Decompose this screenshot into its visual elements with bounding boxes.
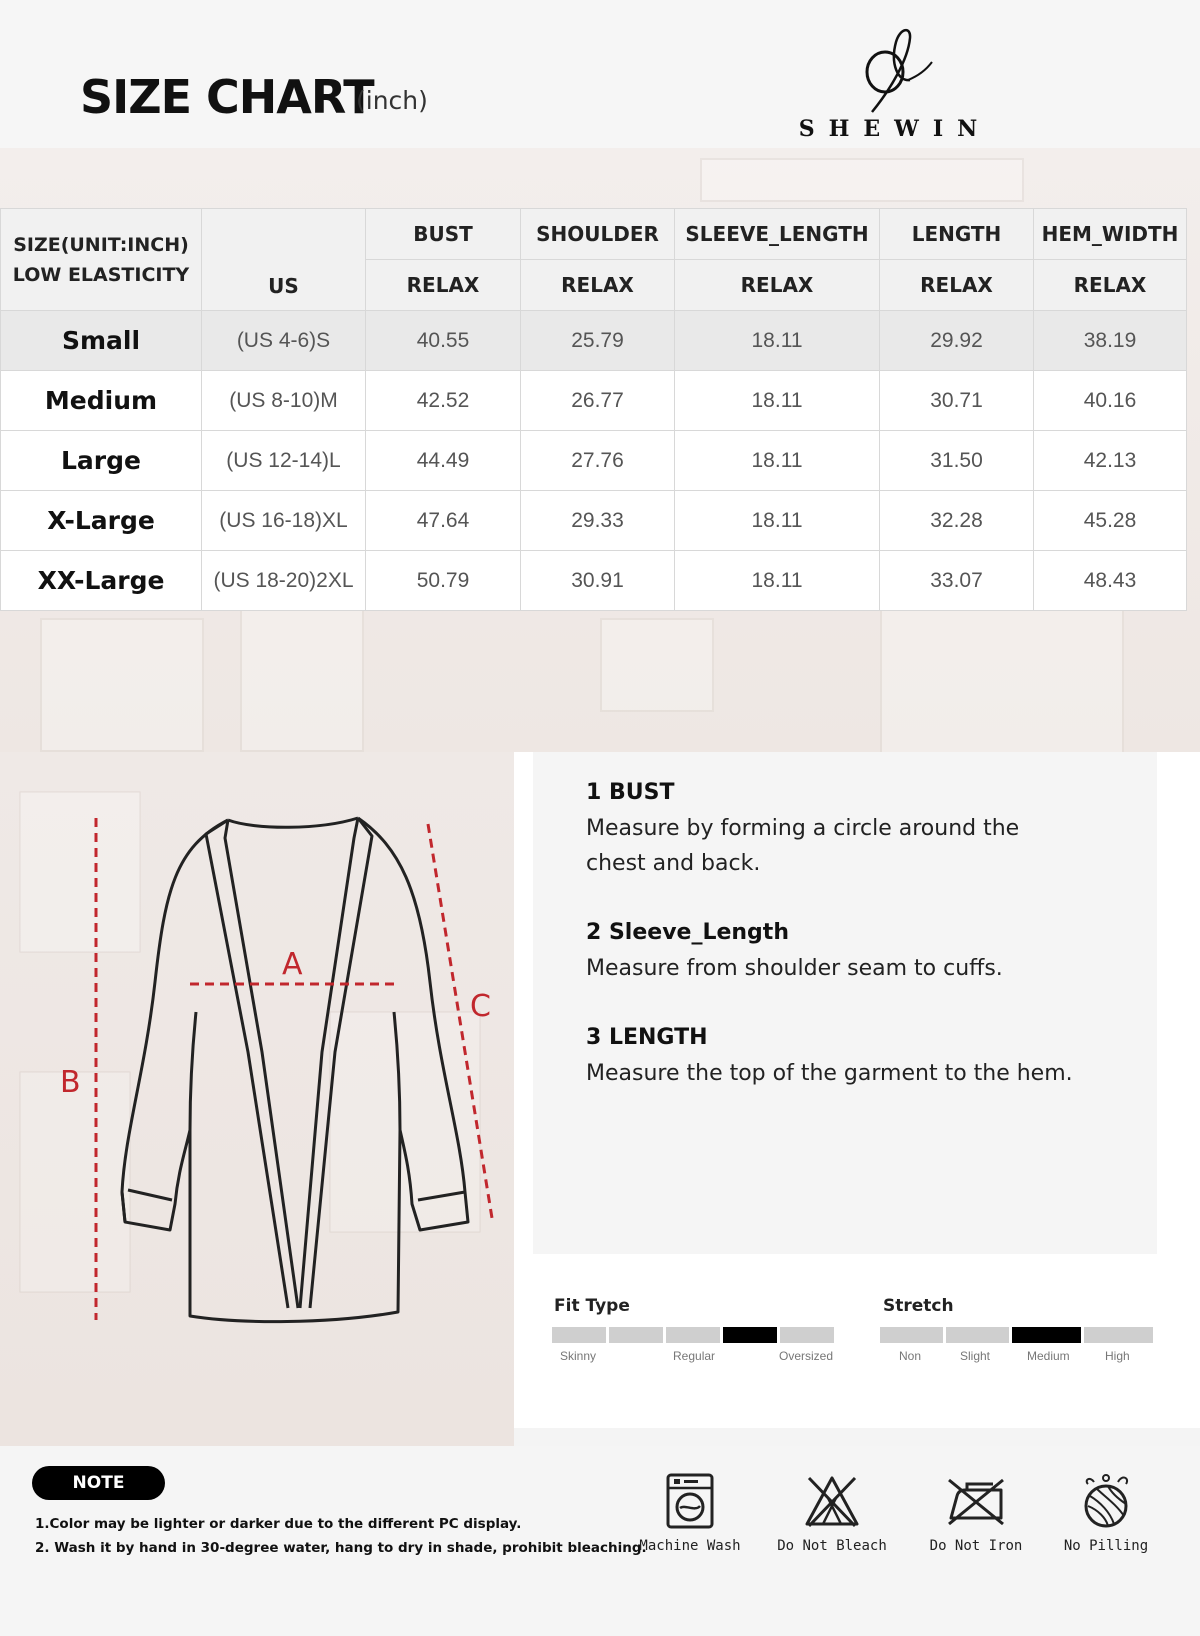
- column-header-length: LENGTH: [880, 209, 1034, 260]
- size-table: [0, 208, 1187, 611]
- sub-header: RELAX: [521, 260, 675, 311]
- value-cell: 25.79: [521, 311, 675, 371]
- header: [0, 0, 1200, 148]
- value-cell: 18.11: [675, 371, 880, 431]
- measure-item-bust: 1 BUST Measure by forming a circle around the chest and back.: [586, 780, 1020, 876]
- size-cell: Medium: [1, 371, 202, 431]
- measure-item-length: 3 LENGTH Measure the top of the garment to the hem.: [586, 1025, 1073, 1086]
- note-line-1: 1.Color may be lighter or darker due to the different PC display.: [35, 1516, 522, 1532]
- care-item-do-not-bleach: Do Not Bleach: [772, 1472, 892, 1554]
- fit-segment: [780, 1327, 834, 1343]
- stretch-label-medium: Medium: [1027, 1349, 1070, 1363]
- stretch-segment: [1084, 1327, 1153, 1343]
- value-cell: 29.92: [880, 311, 1034, 371]
- value-cell: 30.91: [521, 551, 675, 611]
- size-cell: X-Large: [1, 491, 202, 551]
- stretch-label-non: Non: [899, 1349, 922, 1363]
- table-row: [1, 551, 1187, 611]
- value-cell: 42.52: [366, 371, 521, 431]
- care-item-no-pilling: No Pilling: [1046, 1472, 1166, 1554]
- brand-logo: [780, 20, 1010, 145]
- care-item-do-not-iron: Do Not Iron: [916, 1472, 1036, 1554]
- value-cell: 40.16: [1034, 371, 1187, 431]
- stretch-segment: [946, 1327, 1009, 1343]
- value-cell: 29.33: [521, 491, 675, 551]
- column-header-bust: BUST: [366, 209, 521, 260]
- us-size-cell: (US 18-20)2XL: [202, 551, 366, 611]
- size-cell: Large: [1, 431, 202, 491]
- us-size-cell: (US 12-14)L: [202, 431, 366, 491]
- fit-segment: [666, 1327, 720, 1343]
- sub-header: RELAX: [1034, 260, 1187, 311]
- fit-segment: [552, 1327, 606, 1343]
- value-cell: 31.50: [880, 431, 1034, 491]
- sub-header: RELAX: [366, 260, 521, 311]
- value-cell: 40.55: [366, 311, 521, 371]
- note-badge: NOTE: [32, 1466, 165, 1500]
- value-cell: 27.76: [521, 431, 675, 491]
- value-cell: 50.79: [366, 551, 521, 611]
- label-c: C: [470, 989, 491, 1024]
- value-cell: 48.43: [1034, 551, 1187, 611]
- us-size-cell: (US 8-10)M: [202, 371, 366, 431]
- brand-monogram-icon: [780, 20, 1010, 116]
- value-cell: 42.13: [1034, 431, 1187, 491]
- table-row: [1, 431, 1187, 491]
- do-not-iron-icon: [945, 1472, 1007, 1530]
- stretch-segment: [880, 1327, 943, 1343]
- table-row: [1, 311, 1187, 371]
- us-size-cell: (US 16-18)XL: [202, 491, 366, 551]
- size-cell: XX-Large: [1, 551, 202, 611]
- table-row: [1, 491, 1187, 551]
- stretch-bar: [880, 1327, 1153, 1343]
- column-header-sleeve-length: SLEEVE_LENGTH: [675, 209, 880, 260]
- label-b: B: [60, 1065, 81, 1100]
- fit-type-scale: Fit Type: [554, 1296, 630, 1316]
- stretch-scale: Stretch: [883, 1296, 954, 1316]
- value-cell: 18.11: [675, 491, 880, 551]
- stretch-label-high: High: [1105, 1349, 1130, 1363]
- fit-label-skinny: Skinny: [560, 1349, 597, 1363]
- us-size-cell: (US 4-6)S: [202, 311, 366, 371]
- us-header: US: [202, 209, 366, 311]
- garment-diagram-panel: [0, 752, 514, 1446]
- value-cell: 32.28: [880, 491, 1034, 551]
- value-cell: 18.11: [675, 431, 880, 491]
- brand-name: SHEWIN: [798, 116, 992, 142]
- value-cell: 30.71: [880, 371, 1034, 431]
- label-a: A: [282, 947, 303, 982]
- stretch-label-slight: Slight: [960, 1349, 991, 1363]
- cardigan-diagram: [0, 752, 514, 1446]
- sub-header: RELAX: [675, 260, 880, 311]
- care-item-machine-wash: Machine Wash: [630, 1472, 750, 1554]
- column-header-shoulder: SHOULDER: [521, 209, 675, 260]
- sub-header: RELAX: [880, 260, 1034, 311]
- value-cell: 18.11: [675, 551, 880, 611]
- value-cell: 47.64: [366, 491, 521, 551]
- value-cell: 26.77: [521, 371, 675, 431]
- title-unit: (inch): [356, 86, 428, 115]
- note-line-2: 2. Wash it by hand in 30-degree water, hang to dry in shade, prohibit bleaching.: [35, 1540, 647, 1556]
- value-cell: 33.07: [880, 551, 1034, 611]
- fit-segment-selected: [723, 1327, 777, 1343]
- machine-wash-icon: [665, 1472, 715, 1530]
- stretch-segment-selected: [1012, 1327, 1081, 1343]
- value-cell: 18.11: [675, 311, 880, 371]
- value-cell: 44.49: [366, 431, 521, 491]
- do-not-bleach-icon: [803, 1472, 861, 1530]
- column-header-hem-width: HEM_WIDTH: [1034, 209, 1187, 260]
- size-cell: Small: [1, 311, 202, 371]
- fit-type-bar: [552, 1327, 834, 1343]
- table-corner-header: SIZE(UNIT:INCH) LOW ELASTICITY: [1, 209, 202, 311]
- value-cell: 45.28: [1034, 491, 1187, 551]
- page-title: SIZE CHART: [80, 70, 374, 124]
- no-pilling-icon: [1078, 1472, 1134, 1530]
- table-row: [1, 371, 1187, 431]
- fit-label-oversized: Oversized: [779, 1349, 834, 1363]
- fit-segment: [609, 1327, 663, 1343]
- measure-item-sleeve: 2 Sleeve_Length Measure from shoulder seam to cuffs.: [586, 920, 1003, 981]
- value-cell: 38.19: [1034, 311, 1187, 371]
- fit-label-regular: Regular: [673, 1349, 716, 1363]
